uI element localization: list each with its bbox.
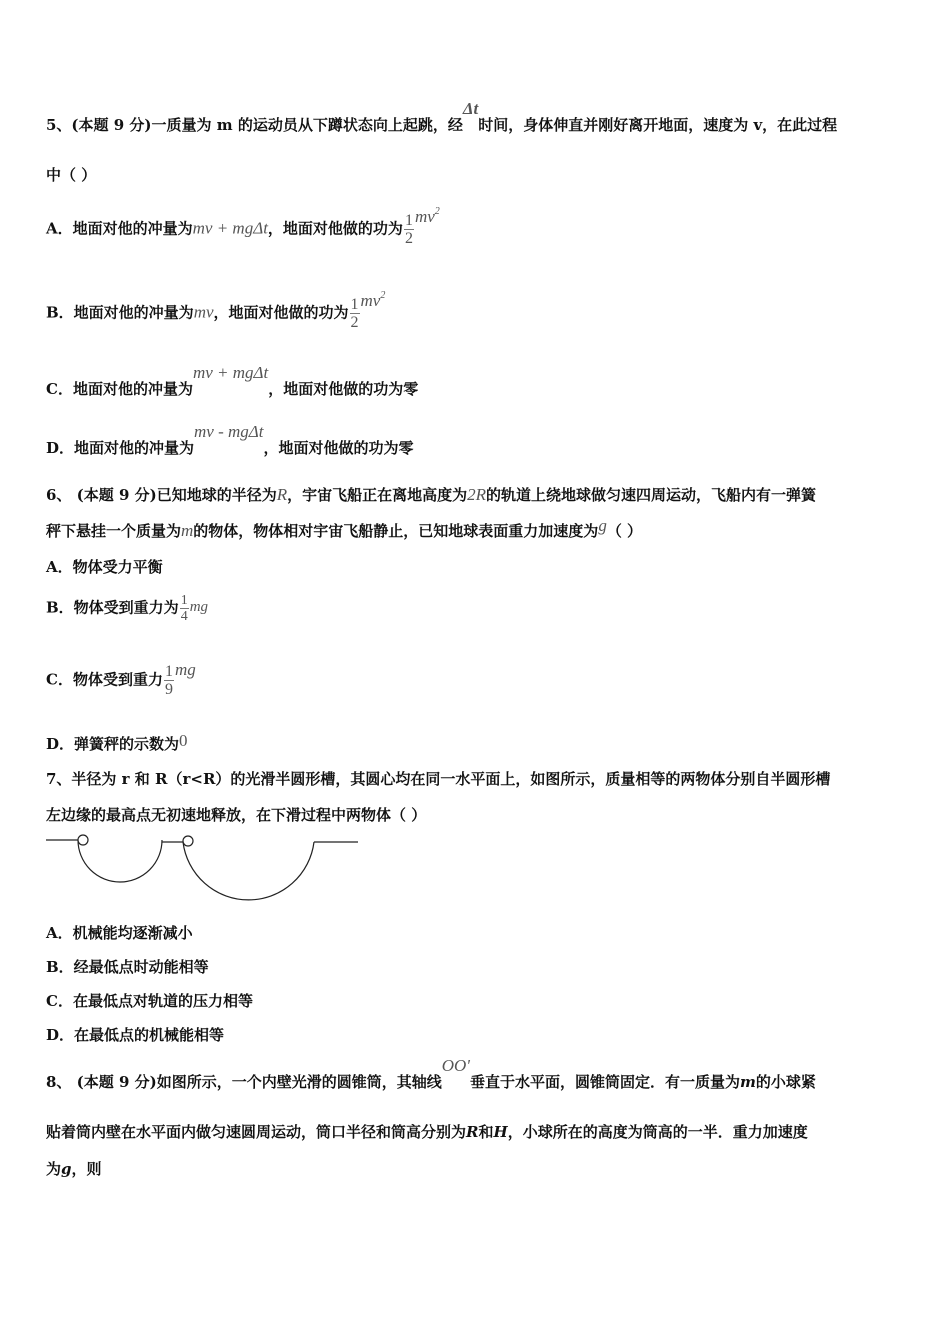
q5-a-impulse: mv + mgΔt	[192, 218, 268, 238]
q8-radius: R	[466, 1123, 479, 1141]
q5-stem-end: 中（ ）	[46, 166, 97, 184]
q7-c-text: C．在最低点对轨道的压力相等	[46, 992, 253, 1010]
q8-stem-text: 8、 (本题 9 分)如图所示，一个内壁光滑的圆锥筒，其轴线	[46, 1073, 442, 1091]
q6-radius: R	[276, 485, 288, 504]
q8-stem-text-5: 和	[478, 1123, 494, 1141]
q5-a-label: A．地面对他的冲量为	[46, 219, 193, 238]
q8-stem-text-3: 的小球紧	[755, 1073, 816, 1091]
q5-a-work: mv	[414, 206, 435, 226]
q5-stem-line1	[46, 99, 838, 135]
q6-option-a[interactable]	[46, 556, 163, 577]
q5-option-d[interactable]	[46, 422, 414, 458]
q8-stem-end: ，则	[71, 1160, 102, 1178]
q5-b-fraction	[350, 296, 360, 331]
q5-stem-line2	[46, 164, 96, 185]
q5-a-mid: ，地面对他做的功为	[267, 219, 403, 238]
q6-option-c[interactable]	[46, 659, 196, 698]
q5-c-tail: ，地面对他做的功为零	[268, 380, 419, 398]
q6-b-frac-num: 1	[180, 593, 188, 608]
q6-c-frac-num: 1	[164, 663, 173, 680]
q6-stem-text-3: 的轨道上绕地球做匀速四周运动，飞船内有一弹簧	[486, 486, 817, 504]
q6-stem-text-4: 秤下悬挂一个质量为	[46, 522, 182, 540]
q5-b-mid: ，地面对他做的功为	[213, 303, 349, 322]
q8-mass: m	[739, 1073, 756, 1091]
q8-stem-line3	[46, 1158, 102, 1179]
q8-stem-line2	[46, 1121, 808, 1142]
q6-option-d[interactable]	[46, 733, 188, 754]
q6-gravity: g	[598, 516, 607, 535]
q5-a-frac-den: 2	[404, 230, 413, 247]
q5-b-label: B．地面对他的冲量为	[46, 303, 194, 322]
q6-d-label: D．弹簧秤的示数为	[46, 735, 180, 753]
small-groove	[78, 840, 162, 882]
q5-b-work: mv	[360, 290, 381, 310]
q6-d-value: 0	[179, 731, 188, 750]
q5-option-b[interactable]	[46, 289, 386, 331]
q5-stem-text-2: 时间，身体伸直并刚好离开地面，速度为 v，在此过程	[478, 116, 838, 134]
small-ball	[78, 835, 88, 845]
q5-b-frac-den: 2	[350, 314, 359, 331]
q7-b-text: B．经最低点时动能相等	[46, 958, 209, 976]
q6-b-label: B．物体受到重力为	[46, 598, 179, 617]
q6-c-fraction	[164, 663, 174, 698]
q6-stem-text-2: ，宇宙飞船正在离地高度为	[287, 486, 468, 504]
q8-stem-text-4: 贴着筒内壁在水平面内做匀速圆周运动，筒口半径和筒高分别为	[46, 1123, 467, 1141]
q8-height: H	[493, 1123, 508, 1141]
q8-stem-line1	[46, 1056, 816, 1092]
q7-option-d[interactable]	[46, 1024, 224, 1045]
q6-c-label: C．物体受到重力	[46, 670, 163, 689]
q7-option-b[interactable]	[46, 956, 209, 977]
q6-a-text: A．物体受力平衡	[46, 558, 163, 576]
q8-axis: OO'	[441, 1056, 470, 1075]
q5-d-impulse: mv - mgΔt	[194, 422, 264, 441]
q6-b-expr: mg	[189, 598, 209, 615]
q6-stem-text: 6、 (本题 9 分)已知地球的半径为	[46, 486, 277, 504]
q7-d-text: D．在最低点的机械能相等	[46, 1026, 225, 1044]
q6-mass: m	[181, 521, 194, 540]
q7-option-a[interactable]	[46, 922, 193, 943]
q5-b-frac-num: 1	[350, 296, 359, 313]
q6-height: 2R	[467, 485, 487, 504]
q8-stem-text-6: ，小球所在的高度为筒高的一半．重力加速度	[507, 1123, 808, 1141]
q5-option-c[interactable]	[46, 363, 419, 399]
q8-stem-text-2: 垂直于水平面，圆锥筒固定．有一质量为	[469, 1073, 740, 1091]
q5-a-frac-num: 1	[404, 212, 413, 229]
q7-stem-text: 7、半径为 r 和 R（r<R）的光滑半圆形槽，其圆心均在同一水平面上，如图所示，质量相等的两物体分别自半圆形槽	[46, 770, 831, 788]
q5-stem-text: 5、(本题 9 分)一质量为 m 的运动员从下蹲状态向上起跳，经	[46, 116, 463, 134]
q6-stem-end: （ ）	[606, 522, 643, 540]
q7-semicircle-figure	[46, 828, 366, 908]
q5-c-label: C．地面对他的冲量为	[46, 380, 193, 398]
q6-stem-line2	[46, 516, 643, 541]
q7-option-c[interactable]	[46, 990, 253, 1011]
q6-b-fraction	[180, 593, 189, 624]
q6-c-frac-den: 9	[164, 681, 173, 698]
large-ball	[183, 836, 193, 846]
q8-stem-text-7: 为	[46, 1160, 62, 1178]
q5-b-impulse: mv	[193, 302, 214, 322]
q7-stem-text-2: 左边缘的最高点无初速地释放，在下滑过程中两物体（ ）	[46, 806, 427, 824]
q5-a-sup: 2	[434, 205, 440, 217]
q5-d-tail: ，地面对他做的功为零	[263, 439, 414, 457]
q5-delta-t: Δt	[462, 99, 479, 118]
q6-c-expr: mg	[174, 659, 196, 679]
q8-gravity: g	[61, 1160, 72, 1178]
q6-stem-line1	[46, 484, 816, 505]
q5-a-fraction	[404, 212, 414, 247]
q7-stem-line1	[46, 768, 830, 789]
q7-a-text: A．机械能均逐渐减小	[46, 924, 193, 942]
q5-c-impulse: mv + mgΔt	[192, 363, 269, 382]
q5-b-sup: 2	[380, 289, 386, 301]
q7-stem-line2	[46, 804, 426, 825]
q6-option-b[interactable]	[46, 593, 208, 624]
q5-option-a[interactable]	[46, 205, 440, 247]
q6-b-frac-den: 4	[180, 609, 188, 624]
q5-d-label: D．地面对他的冲量为	[46, 439, 195, 457]
q6-stem-text-5: 的物体，物体相对宇宙飞船静止，已知地球表面重力加速度为	[193, 522, 599, 540]
large-groove	[183, 842, 314, 900]
